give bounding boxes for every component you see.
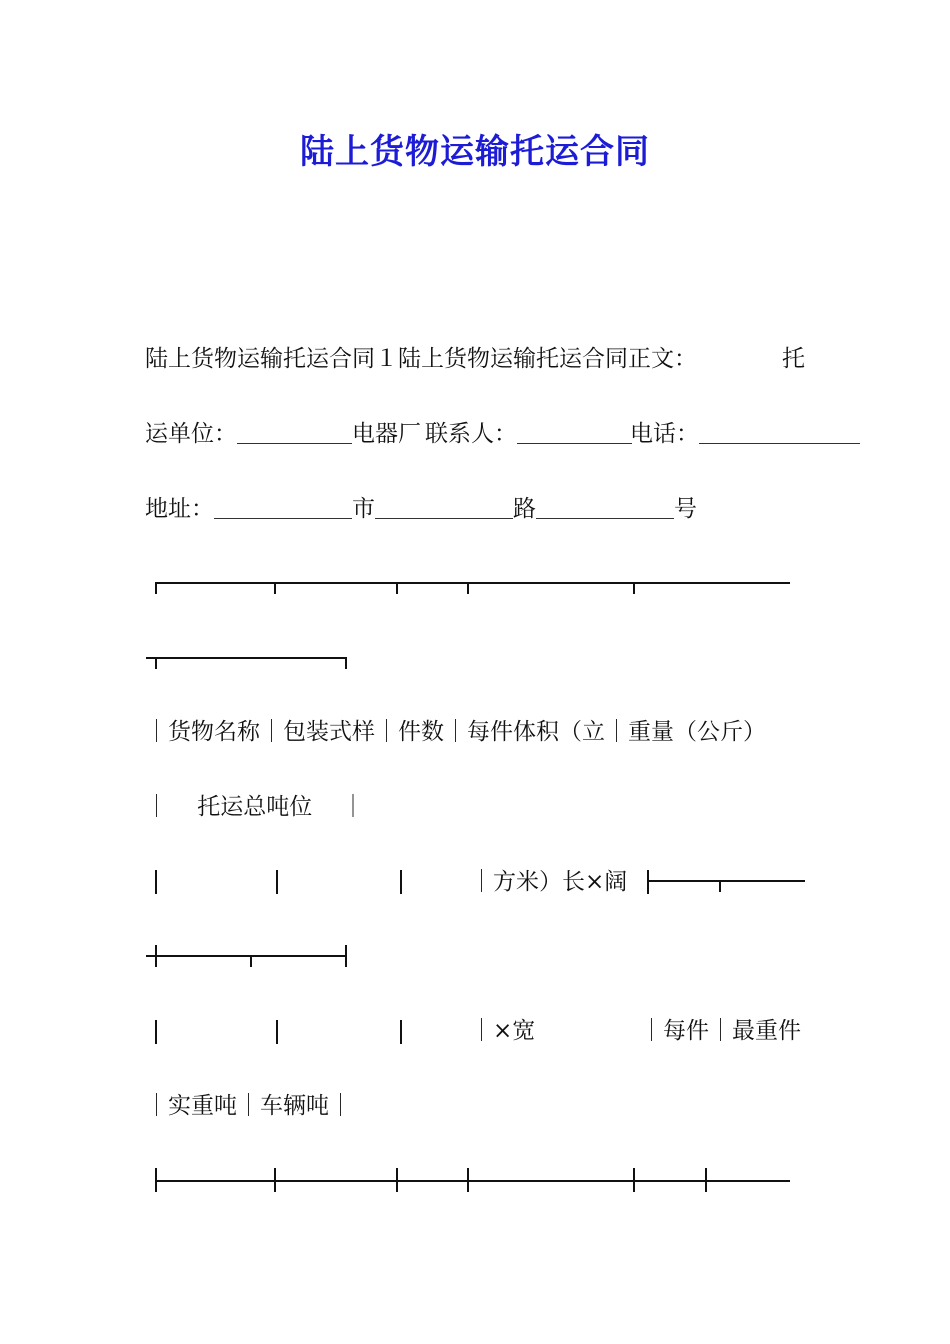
consignor-unit-field: 运单位：＿＿＿＿＿电器厂: [145, 421, 421, 447]
tonnage-subheaders: ｜实重吨｜车辆吨｜: [145, 1093, 352, 1119]
weight-subheaders: ｜每件｜最重件: [640, 1018, 801, 1044]
table-header-row-1: ｜货物名称｜包装式样｜件数｜每件体积（立｜重量（公斤）: [145, 719, 766, 745]
address-field: 地址：＿＿＿＿＿＿市＿＿＿＿＿＿路＿＿＿＿＿＿号: [145, 496, 697, 522]
phone-field: 电话：＿＿＿＿＿＿＿: [630, 421, 860, 447]
intro-text-wrap: 托: [782, 346, 805, 372]
intro-text: 陆上货物运输托运合同１陆上货物运输托运合同正文：: [145, 346, 697, 372]
document-title: 陆上货物运输托运合同: [300, 132, 650, 172]
width-header: ｜×宽: [470, 1018, 536, 1044]
volume-header-cont: ｜方米）长×阔: [470, 869, 628, 895]
contact-person-field: 联系人：＿＿＿＿＿: [425, 421, 632, 447]
table-header-row-1-wrap: ｜ 托运总吨位 ｜: [145, 794, 365, 820]
